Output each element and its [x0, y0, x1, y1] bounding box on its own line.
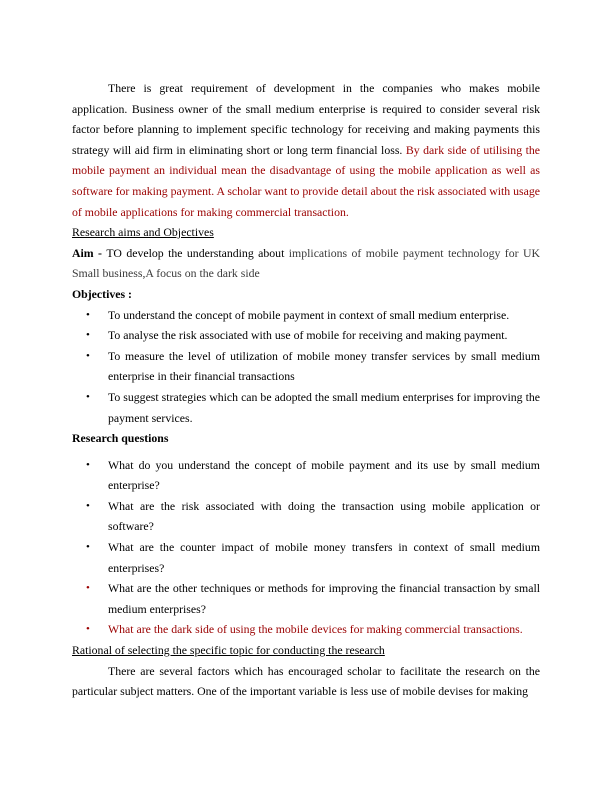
bullet-icon: • — [86, 541, 90, 554]
question-item: • What do you understand the concept of mobile payment and its use by small medium enterprise? — [72, 455, 540, 496]
question-item: • What are the risk associated with doing the transaction using mobile application or software? — [72, 496, 540, 537]
bullet-icon: • — [86, 390, 90, 403]
objective-item: • To suggest strategies which can be adopted the small medium enterprises for improving the payment services. — [72, 387, 540, 428]
question-item: • What are the counter impact of mobile money transfers in context of small medium enterprises? — [72, 537, 540, 578]
bullet-icon: • — [86, 623, 90, 636]
aim-paragraph — [72, 243, 540, 284]
objective-item: • To measure the level of utilization of mobile money transfer services by small medium enterprise in their financial transactions — [72, 346, 540, 387]
rationale-heading: Rational of selecting the specific topic for conducting the research — [72, 643, 385, 658]
bullet-icon: • — [86, 458, 90, 471]
bullet-icon: • — [86, 329, 90, 342]
objective-item: • To analyse the risk associated with use of mobile for receiving and making payment. — [72, 325, 540, 346]
bullet-icon: • — [86, 308, 90, 321]
aim-text: TO develop the understanding about — [106, 245, 289, 260]
questions-list — [72, 455, 540, 640]
aims-heading: Research aims and Objectives — [72, 225, 214, 240]
bullet-icon: • — [86, 582, 90, 595]
question-item: • What are the other techniques or methods for improving the financial transaction by small medium enterprises? — [72, 578, 540, 619]
document-page — [72, 78, 540, 702]
intro-highlight-text: By dark side of utilising the mobile payment an individual mean the disadvantage of using the mobile application as well as software for making payment. A scholar want to provide detail about the risk associated with usage of mobile applications for making commercial transaction. — [72, 142, 540, 219]
question-item: • What are the dark side of using the mobile devices for making commercial transactions. — [72, 619, 540, 640]
objectives-list — [72, 305, 540, 429]
rationale-paragraph: There are several factors which has encouraged scholar to facilitate the research on the particular subject matters. One of the important variable is less use of mobile devises for making — [72, 663, 540, 699]
bullet-icon: • — [86, 349, 90, 362]
questions-heading: Research questions — [72, 431, 169, 446]
aim-label: Aim - — [72, 245, 107, 260]
intro-paragraph — [72, 78, 540, 222]
aim-topic: implications of mobile payment technology for UK Small business,A focus on the dark side — [72, 245, 541, 281]
objectives-heading: Objectives : — [72, 286, 132, 301]
objective-item: • To understand the concept of mobile payment in context of small medium enterprise. — [72, 305, 540, 326]
bullet-icon: • — [86, 499, 90, 512]
intro-text: There is great requirement of development in the companies who makes mobile application. Business owner of the small medium enterprise is required to consider several risk factor before planning to implement specific technology for receiving and making payments this strategy will aid firm in eliminating short or long term financial loss. — [72, 81, 540, 157]
